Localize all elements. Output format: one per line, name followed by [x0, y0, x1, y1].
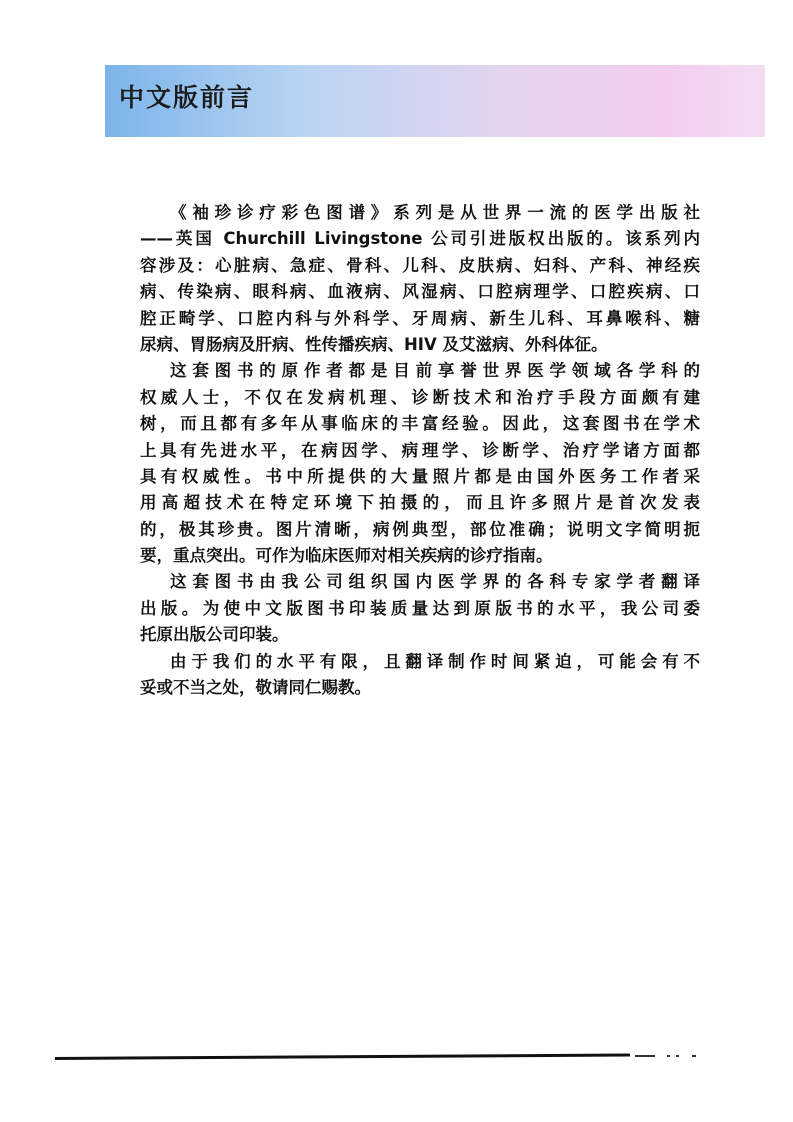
paragraph [140, 200, 700, 358]
header-banner [105, 65, 765, 137]
paragraph [140, 358, 700, 569]
paragraph [140, 649, 700, 702]
text-line: 这套图书的原作者都是目前享誉世界医学领域各学科的 [170, 361, 700, 381]
text-line: 病、传染病、眼科病、血液病、风湿病、口腔病理学、口腔疾病、口 [140, 282, 700, 302]
footer-dot [676, 1055, 679, 1057]
text-line: 出版。为使中文版图书印装质量达到原版书的水平，我公司委 [140, 598, 700, 618]
footer-dot [692, 1055, 696, 1057]
text-line: 容涉及：心脏病、急症、骨科、儿科、皮肤病、妇科、产科、神经疾 [140, 255, 700, 275]
text-line: 的，极其珍贵。图片清晰，病例典型，部位准确；说明文字简明扼 [140, 519, 700, 539]
text-line: 要，重点突出。可作为临床医师对相关疾病的诊疗指南。 [140, 546, 553, 566]
text-line: 尿病、胃肠病及肝病、性传播疾病、HIV 及艾滋病、外科体征。 [140, 334, 608, 354]
footer-rule [55, 1053, 630, 1060]
text-line: 具有权威性。书中所提供的大量照片都是由国外医务工作者采 [140, 466, 700, 486]
text-line: 托原出版公司印装。 [140, 625, 289, 645]
text-line: 这套图书由我公司组织国内医学界的各科专家学者翻译 [170, 572, 700, 592]
text-line: ——英国 Churchill Livingstone 公司引进版权出版的。该系列内 [140, 229, 700, 249]
text-line: 权威人士，不仅在发病机理、诊断技术和治疗手段方面颇有建 [140, 387, 700, 407]
text-line: 腔正畸学、口腔内科与外科学、牙周病、新生儿科、耳鼻喉科、糖 [140, 308, 700, 328]
text-line: 由于我们的水平有限，且翻译制作时间紧迫，可能会有不 [170, 651, 700, 671]
text-line: 妥或不当之处，敬请同仁赐教。 [140, 678, 371, 698]
text-line: 上具有先进水平，在病因学、病理学、诊断学、治疗学诸方面都 [140, 440, 700, 460]
preface-body [140, 200, 700, 701]
text-line: 树，而且都有多年从事临床的丰富经验。因此，这套图书在学术 [140, 414, 700, 434]
page-title: 中文版前言 [119, 83, 255, 112]
text-line: 《袖珍诊疗彩色图谱》系列是从世界一流的医学出版社 [170, 203, 700, 222]
footer-dot [667, 1055, 670, 1057]
text-line: 用高超技术在特定环境下拍摄的，而且许多照片是首次发表 [140, 493, 700, 513]
footer-dash [635, 1055, 655, 1057]
paragraph [140, 569, 700, 648]
